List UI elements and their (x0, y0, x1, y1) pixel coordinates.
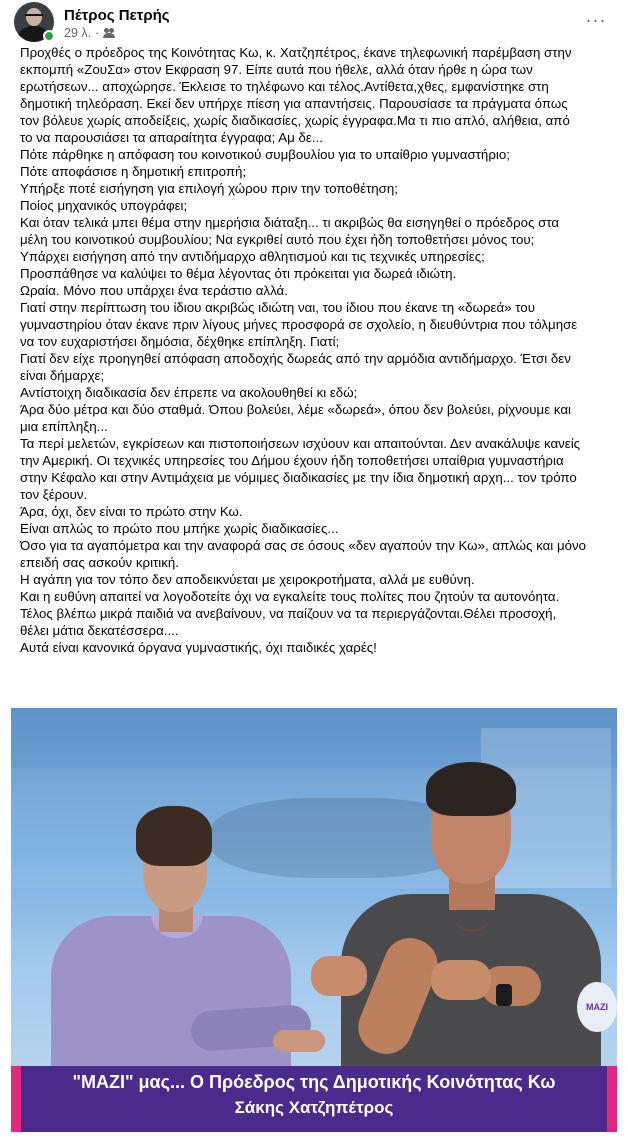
text-line: Πότε αποφάσισε η δημοτική επιτροπή; (20, 164, 247, 179)
text-line: δημοτική τηλεόραση. Εκεί δεν υπήρχε πίεση για απαντήσεις. Παρουσίασε τα πράγματα όπως (20, 96, 568, 111)
text-line: Υπήρξε ποτέ εισήγηση για επιλογή χώρου πριν την τοποθέτηση; (20, 181, 398, 196)
text-line: τον βόλευε χωρίς αποδείξεις, χωρίς διαδικασίες, χωρίς έγγραφα.Μα τι πιο απλό, αλήθεια, από (20, 113, 570, 128)
left-man-hand (273, 1030, 325, 1052)
text-line: στην Κέφαλο και στην Αντιμάχεια με νόμιμες διαδικασίες με την ίδια δημοτική αρχη... τον τρόπο (20, 470, 577, 485)
text-line: να τον ευχαριστήσει δημόσια, δέχθηκε επίπληξη. Γιατί; (20, 334, 340, 349)
author-name[interactable]: Πέτρος Πετρής (64, 7, 170, 24)
text-line: το να παρουσιάσει τα απαραίτητα έγγραφα; Αμ δε... (20, 130, 323, 145)
meta-separator: · (95, 26, 100, 40)
text-line: την Αμερική. Οι τεχνικές υπηρεσίες του Δήμου έχουν ήδη τοποθετήσει υπαίθρια γυμναστήρια (20, 453, 564, 468)
text-line: Η αγάπη για τον τόπο δεν αποδεικνύεται με χειροκροτήματα, αλλά με ευθύνη. (20, 572, 475, 587)
text-line: Είναι απλώς το πρώτο που μπήκε χωρίς διαδικασίες... (20, 521, 339, 536)
text-line: Τα περί μελετών, εγκρίσεων και πιστοποιήσεων ισχύουν και απαιτούνται. Δεν ανακάλυψε κανείς (20, 436, 581, 451)
left-man-hair (136, 806, 212, 866)
post-time[interactable]: 29 λ. (64, 26, 92, 40)
text-line: Ωραία. Μόνο που υπάρχει ένα τεράστιο αλλά. (20, 283, 288, 298)
text-line: Αντίστοιχη διαδικασία δεν έπρεπε να ακολουθηθεί κι εδώ; (20, 385, 358, 400)
more-options-button[interactable]: ··· (585, 9, 607, 30)
avatar-glasses (25, 14, 43, 18)
right-man-hand-left (431, 960, 491, 1000)
text-line: Άρα, όχι, δεν είναι το πρώτο στην Κω. (20, 504, 243, 519)
text-line: Πότε πάρθηκε η απόφαση του κοινοτικού συμβουλίου για το υπαίθριο γυμναστήριο; (20, 147, 510, 162)
text-line: ερωτήσεων... αποχώρησε. Έκλεισε το τηλέφωνο και τέλος.Αντίθετα,χθες, εμφανίστηκε στη (20, 79, 549, 94)
friends-icon[interactable] (103, 28, 115, 38)
text-line: Όσο για τα αγαπόμετρα και την αναφορά σας σε όσους «δεν αγαπούν την Κω», απλώς και μόνο (20, 538, 587, 553)
caption-name: Σάκης Χατζηπέτρος (234, 1098, 394, 1117)
text-line: Τέλος βλέπω μικρά παιδιά να ανεβαίνουν, να παίζουν να τα περιεργάζονται.Θέλει προσοχή, (20, 606, 557, 621)
post-text (20, 44, 620, 656)
text-line: μια επίπληξη... (20, 419, 108, 434)
post-photo[interactable] (11, 708, 617, 1132)
text-line: θέλει μάτια δεκατέσσερα.... (20, 623, 179, 638)
text-line: Αυτά είναι κανονικά όργανα γυμναστικής, όχι παιδικές χαρές! (20, 640, 377, 655)
right-man-hand (311, 956, 367, 996)
watch-icon (496, 984, 512, 1006)
text-line: επειδή σας ασκούν κριτική. (20, 555, 179, 570)
text-line: Ποίος μηχανικός υπογράφει; (20, 198, 188, 213)
text-line: είναι δήμαρχε; (20, 368, 105, 383)
caption-title: "MAZI" μας... Ο Πρόεδρος της Δημοτικής Κοινότητας Κω (72, 1072, 556, 1092)
text-line: Γιατί στην περίπτωση του ίδιου ακριβώς ιδιώτη ναι, του ίδιου που έκανε τη «δωρεά» του (20, 300, 535, 315)
online-status-icon (43, 30, 55, 42)
text-line: Προχθές ο πρόεδρος της Κοινότητας Κω, κ. Χατζηπέτρος, έκανε τηλεφωνική παρέμβαση στην (20, 45, 572, 60)
text-line: Και όταν τελικά μπει θέμα στην ημερήσια διάταξη... τι ακριβώς θα εισηγηθεί ο πρόεδρος στα (20, 215, 560, 230)
text-line: Και η ευθύνη απαιτεί να λογοδοτείτε όχι να εγκαλείτε τους πολίτες που ζητούν τα αυτονόητα. (20, 589, 560, 604)
channel-logo: MAZI (577, 982, 617, 1032)
text-line: Γιατί δεν είχε προηγηθεί απόφαση αποδοχής δωρεάς από την αρμόδια αντιδήμαρχο. Έτσι δεν (20, 351, 571, 366)
text-line: μέλη του κοινοτικού συμβουλίου; Να εγκριθεί αυτό που έχει ήδη τοποθετήσει μόνος του; (20, 232, 535, 247)
post-meta (64, 26, 115, 40)
text-line: τον ξέρουν. (20, 487, 88, 502)
text-line: γυμναστηρίου όταν έκανε πριν λίγους μήνες προσφορά σε σχολείο, η διευθύντρια που τόλμησε (20, 317, 578, 332)
text-line: εκπομπή «ΖουΣα» στον Εκφραση 97. Είπε αυτά που ήθελε, αλλά όταν ήρθε η ώρα των (20, 62, 533, 77)
text-line: Άρα δύο μέτρα και δύο σταθμά. Όπου βολεύει, λέμε «δωρεά», όπου δεν βολεύει, ρίχνουμε και (20, 402, 571, 417)
right-man-hair (426, 762, 516, 816)
post-header (14, 2, 614, 42)
text-line: Υπάρχει εισήγηση από την αντιδήμαρχο αθλητισμού και τις τεχνικές υπηρεσίες; (20, 249, 485, 264)
text-line: Προσπάθησε να καλύψει το θέμα λέγοντας ότι πρόκειται για δωρεά ιδιώτη. (20, 266, 457, 281)
